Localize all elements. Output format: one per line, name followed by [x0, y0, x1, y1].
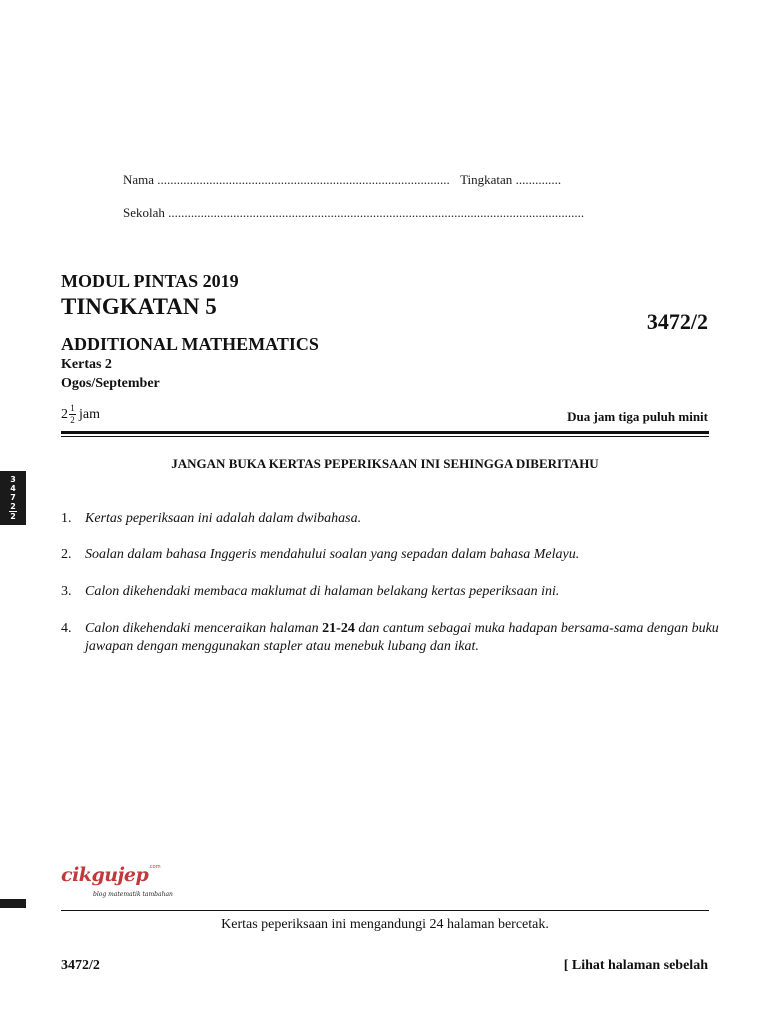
instruction-number: 3.: [61, 584, 72, 599]
instruction-number: 4.: [61, 621, 72, 636]
cikgujep-logo: [61, 864, 173, 898]
logo-tagline: blog matematik tambahan: [93, 891, 173, 898]
side-digit: 3: [10, 475, 16, 484]
duration-unit: jam: [79, 406, 100, 422]
side-paper-code-tab: [0, 471, 26, 525]
module-title: MODUL PINTAS 2019: [61, 271, 239, 291]
instruction-text-part: dan cantum sebagai muka hadapan bersama-sama dengan buku jawapan dengan menggunakan stapler atau menebuk lubang dan ikat.: [85, 621, 719, 654]
instruction-text: Calon dikehendaki membaca maklumat di halaman belakang kertas peperiksaan ini.: [85, 584, 560, 599]
fraction-numerator: 1: [70, 403, 75, 413]
fraction-denominator: 2: [70, 415, 75, 425]
next-page-note: [ Lihat halaman sebelah: [563, 958, 708, 973]
exam-session: Ogos/September: [61, 376, 160, 391]
instruction-item: [61, 546, 721, 564]
instruction-pages: 21-24: [322, 621, 355, 636]
logo-suffix: .com: [148, 864, 161, 870]
header-rule-thin: [61, 436, 709, 437]
tingkatan-label: Tingkatan: [460, 172, 513, 187]
paper-code: 3472/2: [646, 309, 708, 334]
form-level: TINGKATAN 5: [61, 294, 217, 319]
side-digit: 2: [10, 502, 16, 511]
page-count-note: Kertas peperiksaan ini mengandungi 24 halaman bercetak.: [221, 917, 549, 932]
sekolah-line: [123, 205, 584, 221]
instruction-item: [61, 510, 721, 528]
instruction-text: Soalan dalam bahasa Inggeris mendahului soalan yang sepadan dalam bahasa Melayu.: [85, 547, 580, 562]
instruction-text: Kertas peperiksaan ini adalah dalam dwibahasa.: [85, 511, 362, 526]
duration: [61, 404, 100, 425]
instruction-item: [61, 620, 721, 656]
duration-words: Dua jam tiga puluh minit: [567, 409, 708, 424]
sekolah-dots: ................................................................................................................................: [168, 205, 585, 220]
footer-rule: [61, 910, 709, 911]
nama-line: [123, 172, 561, 188]
side-marker-bar: [0, 899, 26, 908]
tingkatan-dots: ..............: [515, 172, 562, 187]
warning-notice: JANGAN BUKA KERTAS PEPERIKSAAN INI SEHINGGA DIBERITAHU: [171, 456, 599, 471]
instruction-number: 1.: [61, 511, 72, 526]
instruction-text: [85, 620, 721, 656]
side-digit: 4: [10, 484, 16, 493]
logo-name: cikgujep: [61, 864, 149, 886]
instruction-text-part: Calon dikehendaki menceraikan halaman: [85, 621, 323, 636]
sekolah-label: Sekolah: [123, 205, 165, 220]
instruction-item: [61, 583, 721, 601]
header-rule-thick: [61, 431, 709, 434]
instruction-number: 2.: [61, 547, 72, 562]
duration-whole: 2: [61, 406, 68, 422]
side-digit: 7: [10, 493, 16, 502]
side-digit: 2: [10, 512, 16, 521]
footer-paper-code: 3472/2: [61, 958, 100, 973]
nama-dots: ..........................................................................................: [157, 172, 450, 187]
duration-fraction: [69, 404, 76, 425]
paper-number: Kertas 2: [61, 357, 112, 372]
nama-label: Nama: [123, 172, 155, 187]
subject-title: ADDITIONAL MATHEMATICS: [61, 334, 319, 354]
